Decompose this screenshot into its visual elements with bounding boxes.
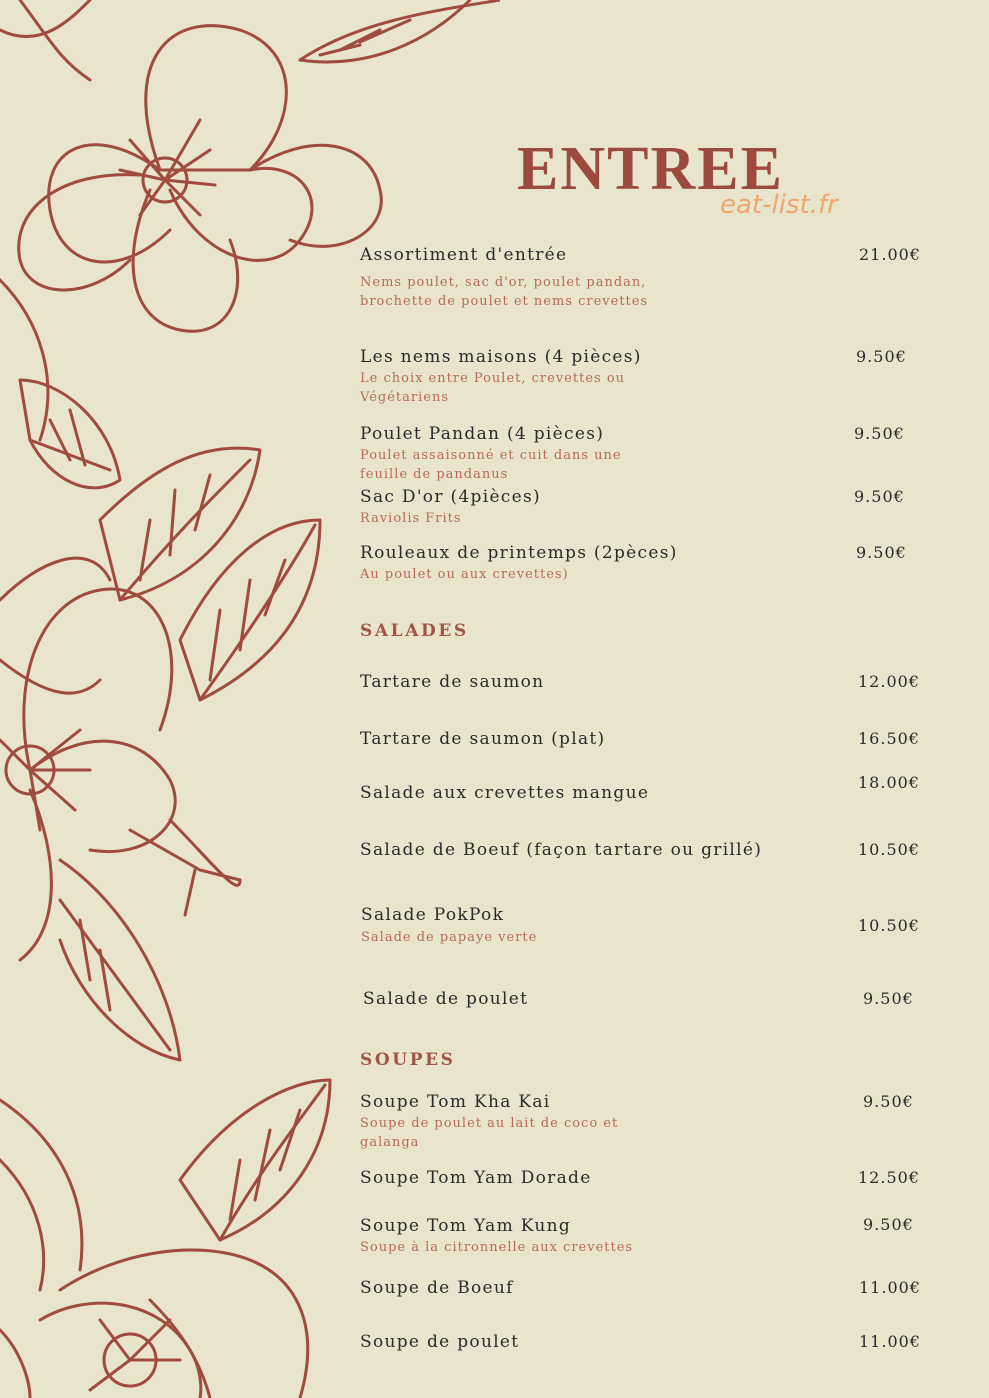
top-flower	[0, 0, 500, 488]
menu-item-name: Les nems maisons (4 pièces)	[360, 347, 642, 367]
menu-item-price: 9.50€	[856, 347, 907, 366]
menu-item-description: Au poulet ou aux crevettes)	[360, 567, 569, 582]
menu-item-price: 9.50€	[863, 1215, 914, 1234]
menu-item-price: 12.50€	[858, 1168, 920, 1187]
menu-item-price: 10.50€	[858, 840, 920, 859]
menu-item-name: Soupe de poulet	[360, 1332, 520, 1352]
menu-item-name: Tartare de saumon	[360, 672, 545, 692]
menu-item-name: Soupe Tom Kha Kai	[360, 1092, 551, 1112]
menu-item-price: 21.00€	[859, 245, 921, 264]
menu-item-description: Soupe à la citronnelle aux crevettes	[360, 1240, 634, 1255]
menu-item-description: Poulet assaisonné et cuit dans une feuille de pandanus	[360, 448, 622, 482]
menu-item-price: 11.00€	[859, 1332, 921, 1351]
menu-item-price: 12.00€	[858, 672, 920, 691]
menu-item-name: Salade PokPok	[361, 905, 505, 925]
menu-item-name: Salade de poulet	[363, 989, 529, 1009]
menu-item-name: Soupe Tom Yam Dorade	[360, 1168, 592, 1188]
menu-item-name: Sac D'or (4pièces)	[360, 487, 541, 507]
menu-item-name: Salade de Boeuf (façon tartare ou grillé)	[360, 840, 763, 860]
menu-item-name: Salade aux crevettes mangue	[360, 783, 650, 803]
menu-item-price: 9.50€	[854, 424, 905, 443]
menu-item-price: 9.50€	[854, 487, 905, 506]
menu-item-name: Poulet Pandan (4 pièces)	[360, 424, 605, 444]
menu-item-name: Assortiment d'entrée	[360, 245, 568, 265]
middle-leaves	[100, 448, 320, 915]
section-title-soupes: SOUPES	[360, 1050, 456, 1070]
menu-item-price: 16.50€	[858, 729, 920, 748]
menu-item-price: 9.50€	[863, 1092, 914, 1111]
menu-item-name: Tartare de saumon (plat)	[360, 729, 606, 749]
menu-item-name: Soupe de Boeuf	[360, 1278, 514, 1298]
menu-item-name: Rouleaux de printemps (2pèces)	[360, 543, 678, 563]
menu-item-description: Le choix entre Poulet, crevettes ou Végétariens	[360, 371, 626, 405]
menu-item-description: Nems poulet, sac d'or, poulet pandan, brochette de poulet et nems crevettes	[360, 275, 649, 309]
menu-item-description: Soupe de poulet au lait de coco et galanga	[360, 1116, 619, 1150]
page-title: ENTREE	[517, 135, 784, 203]
menu-item-price: 18.00€	[858, 773, 920, 792]
menu-item-name: Soupe Tom Yam Kung	[360, 1216, 572, 1236]
menu-item-price: 9.50€	[863, 989, 914, 1008]
bottom-flower	[0, 1080, 330, 1398]
menu-item-price: 9.50€	[856, 543, 907, 562]
section-title-salades: SALADES	[360, 621, 469, 641]
menu-item-description: Raviolis Frits	[360, 511, 462, 526]
menu-item-price: 10.50€	[858, 916, 920, 935]
middle-flower	[0, 558, 180, 1060]
watermark: eat-list.fr	[720, 190, 838, 220]
menu-item-description: Salade de papaye verte	[361, 930, 538, 945]
menu-item-price: 11.00€	[859, 1278, 921, 1297]
